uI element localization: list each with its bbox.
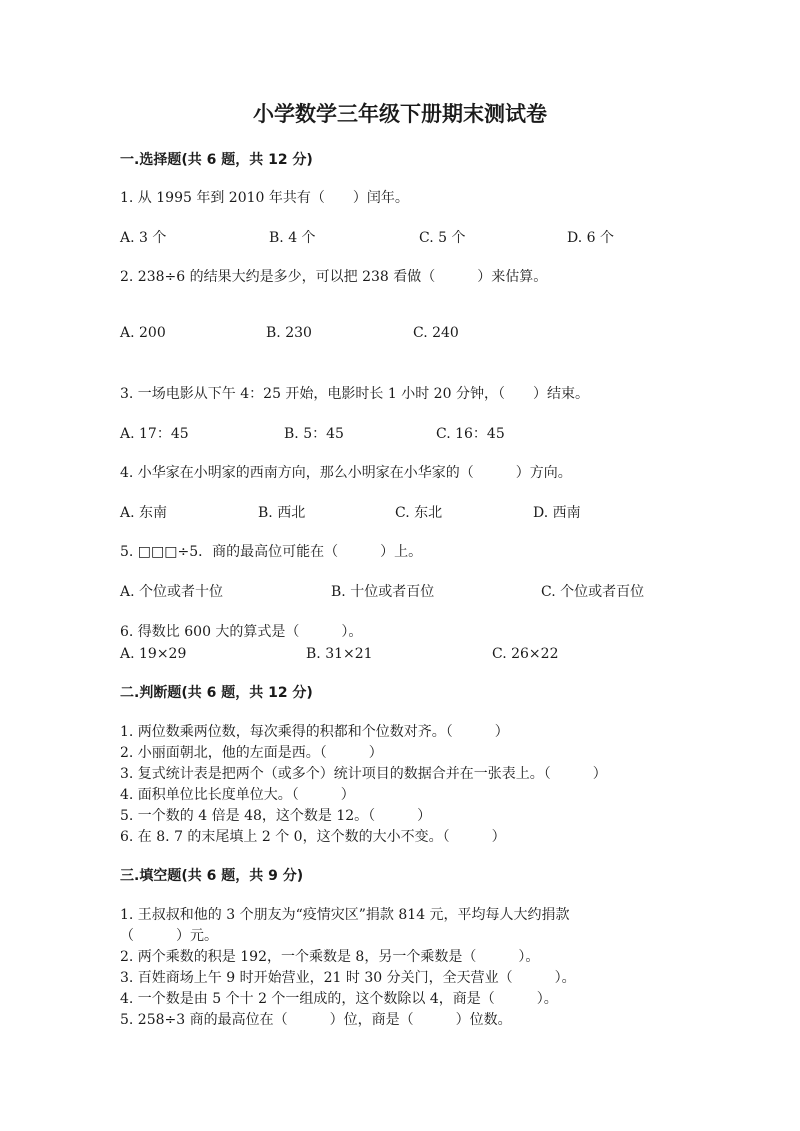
section-heading-judgement: 二.判断题(共 6 题，共 12 分) — [120, 685, 313, 701]
list-item: 4. 一个数是由 5 个十 2 个一组成的，这个数除以 4，商是（ ）。 — [120, 991, 558, 1007]
list-item: 1. 两位数乘两位数，每次乘得的积都和个位数对齐。（ ） — [120, 724, 509, 740]
section-heading-choice: 一.选择题(共 6 题，共 12 分) — [120, 152, 313, 168]
option-a: A. 19×29 — [120, 646, 187, 662]
option-c: C. 16：45 — [436, 426, 505, 442]
option-c: C. 240 — [413, 325, 459, 341]
list-item: 4. 面积单位比长度单位大。（ ） — [120, 787, 355, 803]
page-title: 小学数学三年级下册期末测试卷 — [253, 102, 547, 126]
list-item: 6. 在 8. 7 的末尾填上 2 个 0，这个数的大小不变。（ ） — [120, 829, 506, 845]
option-b: B. 31×21 — [306, 646, 373, 662]
option-b: B. 230 — [266, 325, 312, 341]
list-item: 5. 一个数的 4 倍是 48，这个数是 12。（ ） — [120, 808, 432, 824]
section-heading-fill-blank: 三.填空题(共 6 题，共 9 分) — [120, 868, 304, 884]
list-item: 2. 两个乘数的积是 192，一个乘数是 8，另一个乘数是（ ）。 — [120, 949, 540, 965]
question-3: 3. 一场电影从下午 4：25 开始，电影时长 1 小时 20 分钟，（ ）结束。 — [120, 386, 589, 402]
question-2: 2. 238÷6 的结果大约是多少，可以把 238 看做（ ）来估算。 — [120, 269, 548, 285]
option-a: A. 17：45 — [120, 426, 189, 442]
option-c: C. 26×22 — [492, 646, 559, 662]
option-b: B. 西北 — [258, 505, 306, 521]
option-a: A. 3 个 — [120, 230, 167, 246]
option-a: A. 东南 — [120, 505, 168, 521]
option-c: C. 东北 — [395, 505, 443, 521]
option-c: C. 5 个 — [419, 230, 466, 246]
option-a: A. 200 — [120, 325, 166, 341]
list-item: 5. 258÷3 商的最高位在（ ）位，商是（ ）位数。 — [120, 1012, 512, 1028]
list-item: 3. 百姓商场上午 9 时开始营业，21 时 30 分关门，全天营业（ ）。 — [120, 970, 576, 986]
list-item: 3. 复式统计表是把两个（或多个）统计项目的数据合并在一张表上。（ ） — [120, 766, 607, 782]
list-item: 1. 王叔叔和他的 3 个朋友为“疫情灾区”捐款 814 元，平均每人大约捐款 — [120, 907, 570, 923]
option-c: C. 个位或者百位 — [541, 584, 645, 600]
list-item: 2. 小丽面朝北，他的左面是西。（ ） — [120, 745, 383, 761]
question-5: 5. □□□÷5．商的最高位可能在（ ）上。 — [120, 544, 423, 560]
option-b: B. 4 个 — [269, 230, 316, 246]
option-b: B. 5：45 — [284, 426, 344, 442]
option-b: B. 十位或者百位 — [331, 584, 435, 600]
option-a: A. 个位或者十位 — [120, 584, 224, 600]
question-1: 1. 从 1995 年到 2010 年共有（ ）闰年。 — [120, 190, 409, 206]
question-4: 4. 小华家在小明家的西南方向，那么小明家在小华家的（ ）方向。 — [120, 465, 572, 481]
question-6: 6. 得数比 600 大的算式是（ ）。 — [120, 624, 363, 640]
option-d: D. 西南 — [533, 505, 581, 521]
list-item-continuation: （ ）元。 — [120, 928, 218, 944]
option-d: D. 6 个 — [567, 230, 614, 246]
